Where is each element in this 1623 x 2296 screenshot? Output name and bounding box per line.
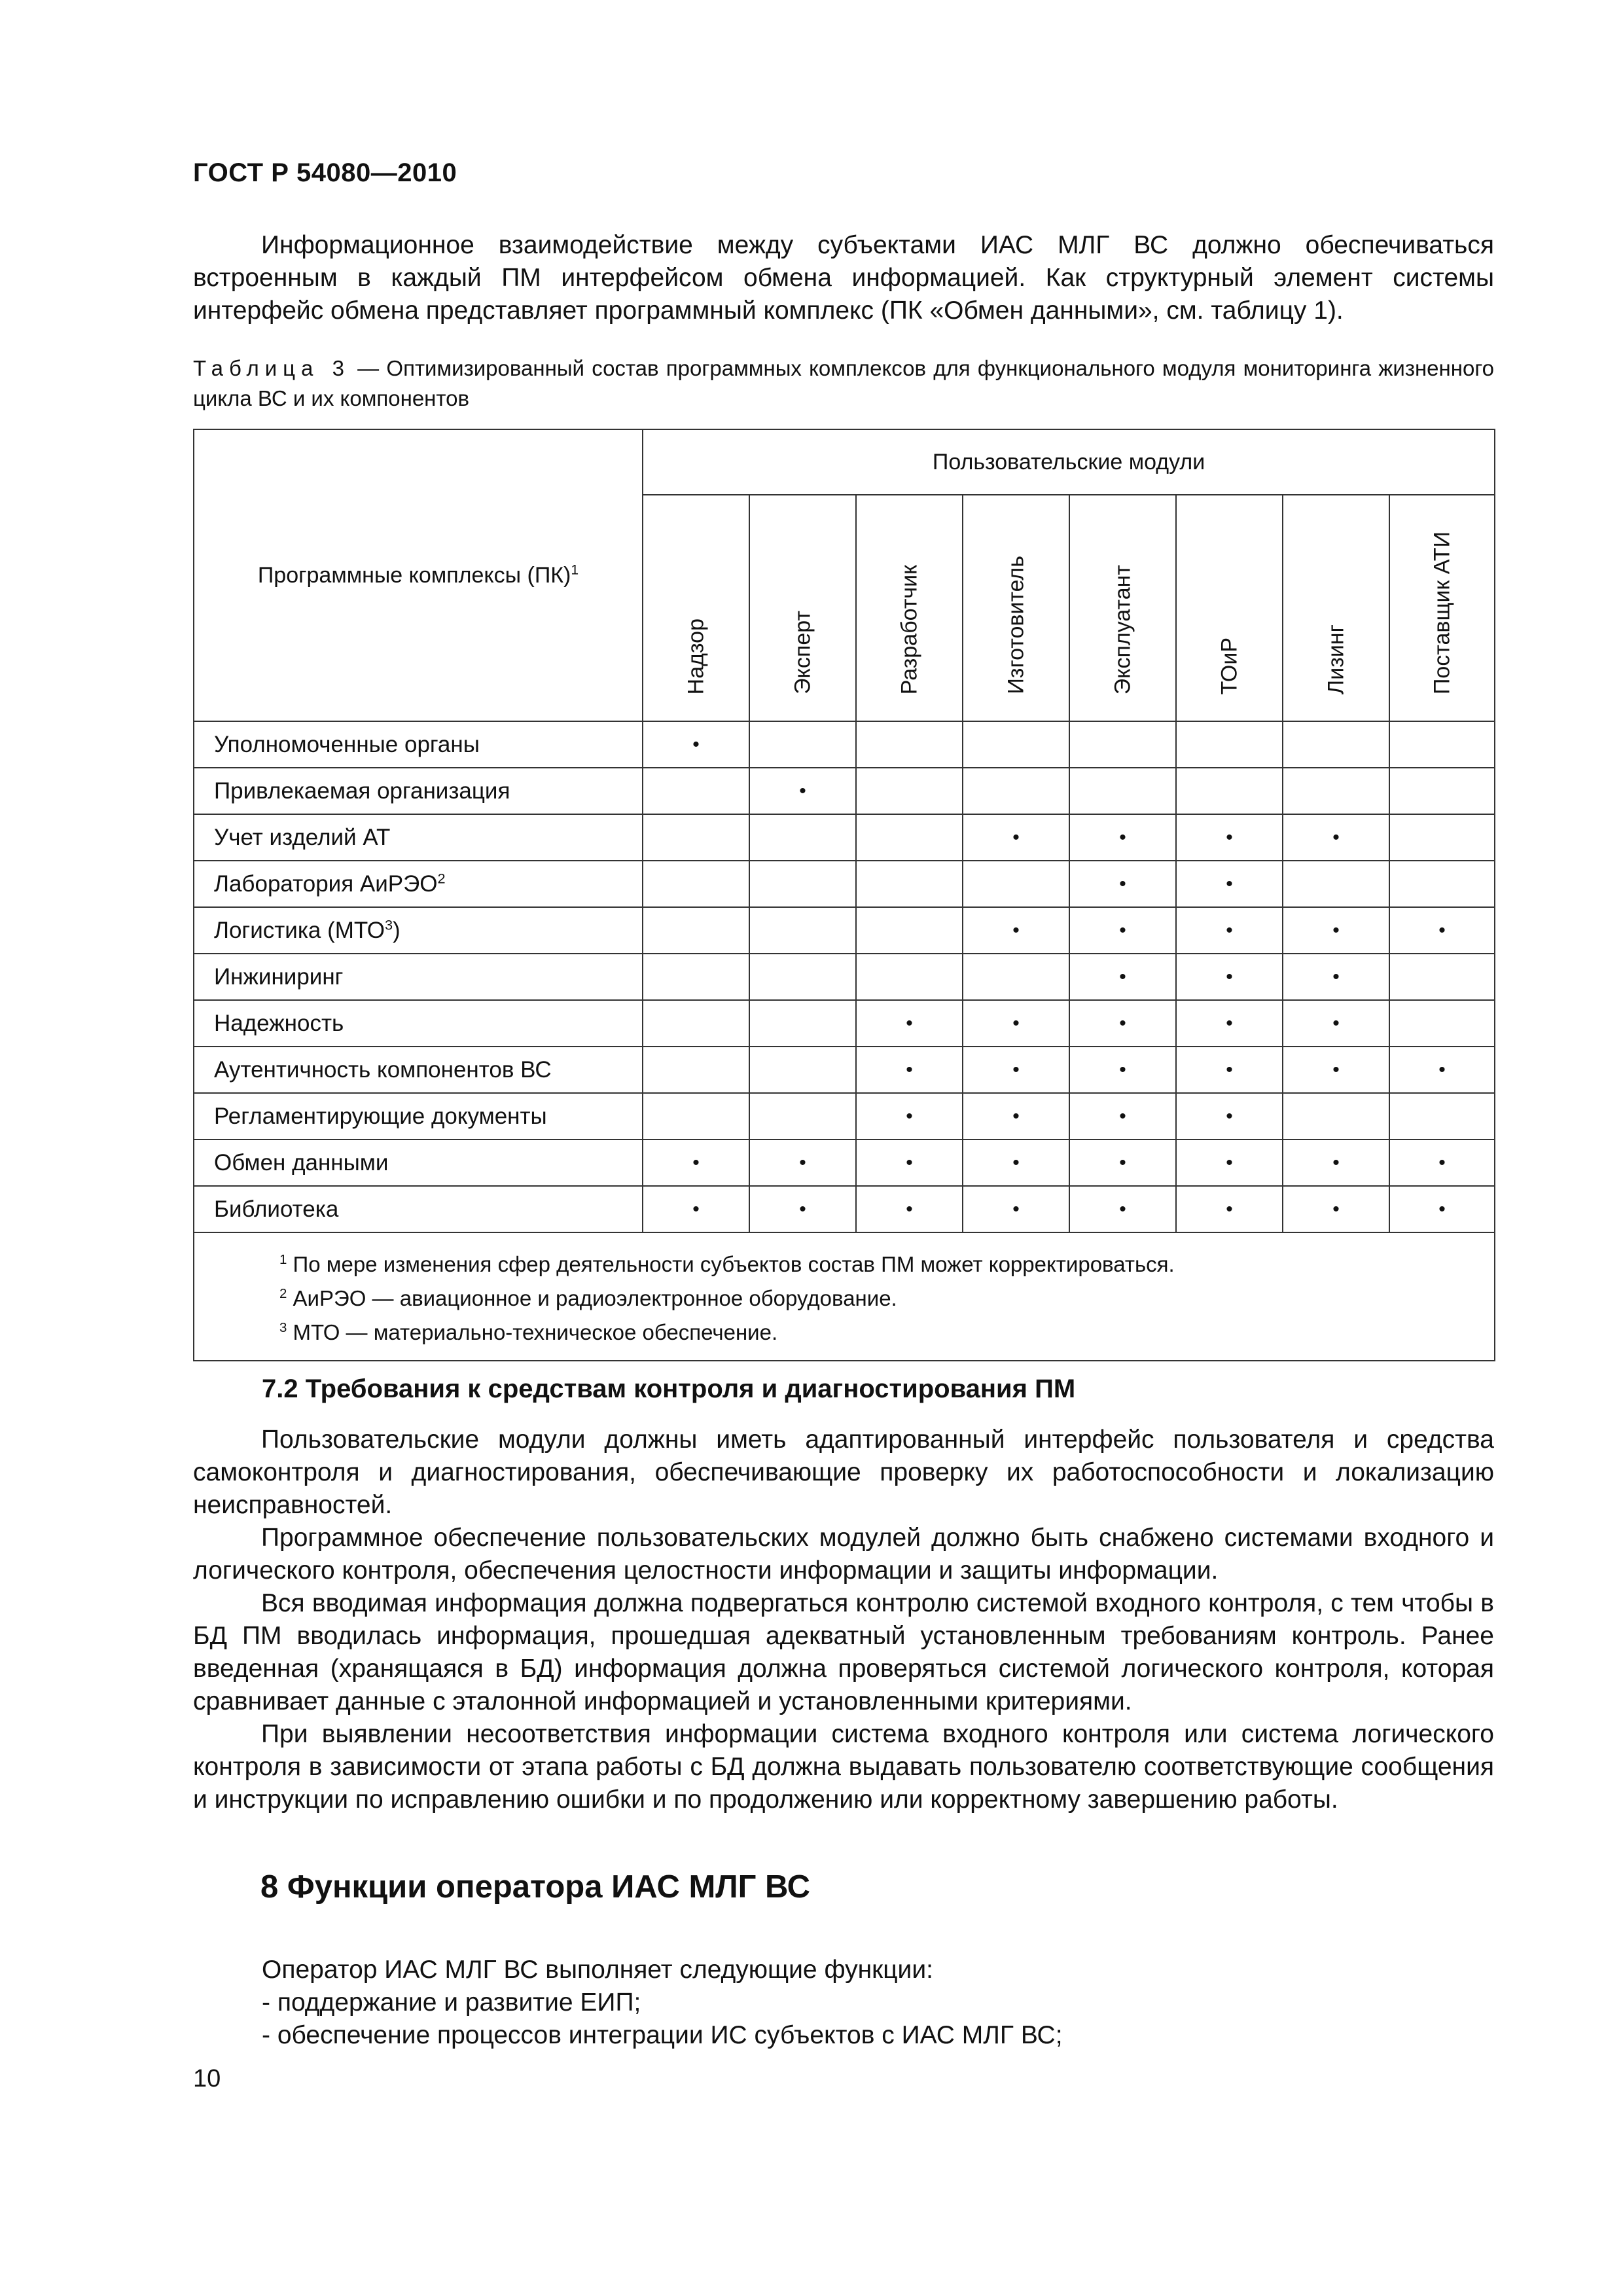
empty-cell [1389, 954, 1495, 1000]
bullet-mark: • [1283, 907, 1389, 954]
bullet-mark: • [1176, 1093, 1283, 1139]
empty-cell [1069, 768, 1176, 814]
row-name: Логистика (МТО$^3$) [194, 907, 643, 954]
empty-cell [749, 1000, 856, 1047]
table-row [194, 1186, 1495, 1232]
bullet-mark: • [643, 1139, 749, 1186]
section-8-item-1: - поддержание и развитие ЕИП; [262, 1988, 641, 2017]
bullet-mark: • [963, 1186, 1069, 1232]
table-row [194, 1047, 1495, 1093]
section-8-title: 8 Функции оператора ИАС МЛГ ВС [260, 1869, 810, 1905]
bullet-mark: • [1176, 1186, 1283, 1232]
empty-cell [749, 954, 856, 1000]
bullet-mark: • [963, 1139, 1069, 1186]
section-8-intro: Оператор ИАС МЛГ ВС выполняет следующие функции: [262, 1956, 933, 1984]
empty-cell [856, 721, 963, 768]
module-column-header: Эксплуатант [1069, 495, 1176, 721]
table-row [194, 814, 1495, 861]
section-7-2-paragraph-1: Пользовательские модули должны иметь адаптированный интерфейс пользователя и средства самоконтроля и диагностирования, обеспечивающие проверку их работоспособности и локализацию неисправностей. [193, 1426, 1494, 1519]
bullet-mark: • [1389, 1139, 1495, 1186]
bullet-mark: • [1283, 954, 1389, 1000]
table-row [194, 721, 1495, 768]
footnote: $^2$ АиРЭО — авиационное и радиоэлектронное оборудование. [279, 1286, 897, 1310]
document-header: ГОСТ Р 54080—2010 [193, 158, 457, 187]
empty-cell [643, 1000, 749, 1047]
module-column-header: Лизинг [1283, 495, 1389, 721]
empty-cell [856, 861, 963, 907]
empty-cell [1389, 768, 1495, 814]
bullet-mark: • [1069, 1047, 1176, 1093]
table-row [194, 954, 1495, 1000]
empty-cell [1389, 861, 1495, 907]
empty-cell [856, 954, 963, 1000]
bullet-mark: • [1283, 814, 1389, 861]
bullet-mark: • [856, 1139, 963, 1186]
bullet-mark: • [1069, 1000, 1176, 1047]
module-column-header: Изготовитель [963, 495, 1069, 721]
empty-cell [643, 814, 749, 861]
table-row [194, 1139, 1495, 1186]
bullet-mark: • [749, 768, 856, 814]
empty-cell [749, 907, 856, 954]
module-column-header: Разработчик [856, 495, 963, 721]
modules-header: Пользовательские модули [643, 429, 1495, 495]
empty-cell [1283, 861, 1389, 907]
bullet-mark: • [856, 1186, 963, 1232]
footnote: $^1$ По мере изменения сфер деятельности субъектов состав ПМ может корректироваться. [279, 1252, 1175, 1276]
section-7-2-title: 7.2 Требования к средствам контроля и диагностирования ПМ [262, 1374, 1076, 1403]
bullet-mark: • [963, 814, 1069, 861]
empty-cell [1069, 721, 1176, 768]
empty-cell [643, 954, 749, 1000]
table-row [194, 768, 1495, 814]
row-name: Библиотека [194, 1186, 643, 1232]
empty-cell [1283, 768, 1389, 814]
empty-cell [643, 1093, 749, 1139]
bullet-mark: • [1069, 1186, 1176, 1232]
bullet-mark: • [1176, 1000, 1283, 1047]
bullet-mark: • [1283, 1000, 1389, 1047]
bullet-mark: • [749, 1186, 856, 1232]
empty-cell [1283, 721, 1389, 768]
bullet-mark: • [1176, 907, 1283, 954]
bullet-mark: • [856, 1000, 963, 1047]
empty-cell [856, 768, 963, 814]
bullet-mark: • [1176, 814, 1283, 861]
empty-cell [856, 907, 963, 954]
bullet-mark: • [1176, 1047, 1283, 1093]
empty-cell [749, 814, 856, 861]
empty-cell [1283, 1093, 1389, 1139]
empty-cell [643, 1047, 749, 1093]
bullet-mark: • [1283, 1139, 1389, 1186]
table-caption [193, 353, 1494, 414]
row-name: Регламентирующие документы [194, 1093, 643, 1139]
empty-cell [963, 861, 1069, 907]
section-7-2-paragraph-2: Программное обеспечение пользовательских модулей должно быть снабжено системами входного и логического контроля, обеспечения целостности информации и защиты информации. [193, 1524, 1494, 1585]
module-column-header: Эксперт [749, 495, 856, 721]
empty-cell [643, 907, 749, 954]
bullet-mark: • [1069, 954, 1176, 1000]
row-name: Надежность [194, 1000, 643, 1047]
empty-cell [963, 768, 1069, 814]
section-7-2-paragraph-3: Вся вводимая информация должна подвергаться контролю системой входного контроля, с тем чтобы в БД ПМ вводилась информация, прошедшая адекватный установленным требованиям контроль. Ранее введенная (хранящаяся в БД) информация должна проверяться системой логического контроля, которая сравнивает данные с эталонной информацией и установленными критериями. [193, 1589, 1494, 1715]
bullet-mark: • [1283, 1186, 1389, 1232]
bullet-mark: • [1389, 1186, 1495, 1232]
empty-cell [1389, 814, 1495, 861]
module-column-header: Надзор [643, 495, 749, 721]
table-row [194, 861, 1495, 907]
table-row [194, 907, 1495, 954]
empty-cell [856, 814, 963, 861]
bullet-mark: • [1176, 1139, 1283, 1186]
bullet-mark: • [1069, 861, 1176, 907]
empty-cell [1176, 768, 1283, 814]
empty-cell [963, 721, 1069, 768]
table-row [194, 1093, 1495, 1139]
module-column-header: Поставщик АТИ [1389, 495, 1495, 721]
empty-cell [749, 1093, 856, 1139]
bullet-mark: • [963, 1047, 1069, 1093]
page-number: 10 [193, 2065, 221, 2092]
empty-cell [643, 861, 749, 907]
bullet-mark: • [1069, 1093, 1176, 1139]
empty-cell [1389, 1000, 1495, 1047]
table-footnotes [194, 1232, 1495, 1361]
row-name: Учет изделий АТ [194, 814, 643, 861]
bullet-mark: • [856, 1047, 963, 1093]
row-name: Аутентичность компонентов ВС [194, 1047, 643, 1093]
empty-cell [1389, 721, 1495, 768]
bullet-mark: • [963, 1000, 1069, 1047]
row-name: Инжиниринг [194, 954, 643, 1000]
bullet-mark: • [1389, 1047, 1495, 1093]
programs-table [193, 429, 1495, 1361]
bullet-mark: • [1069, 1139, 1176, 1186]
empty-cell [749, 1047, 856, 1093]
intro-paragraph: Информационное взаимодействие между субъектами ИАС МЛГ ВС должно обеспечиваться встроенным в каждый ПМ интерфейсом обмена информацией. Как структурный элемент системы интерфейс обмена представляет программный комплекс (ПК «Обмен данными», см. таблицу 1). [193, 231, 1494, 325]
bullet-mark: • [963, 907, 1069, 954]
bullet-mark: • [1069, 907, 1176, 954]
bullet-mark: • [963, 1093, 1069, 1139]
module-column-header: ТОиР [1176, 495, 1283, 721]
bullet-mark: • [1069, 814, 1176, 861]
row-name: Уполномоченные органы [194, 721, 643, 768]
bullet-mark: • [1176, 861, 1283, 907]
bullet-mark: • [1389, 907, 1495, 954]
section-8-item-2: - обеспечение процессов интеграции ИС субъектов с ИАС МЛГ ВС; [262, 2021, 1063, 2049]
bullet-mark: • [1176, 954, 1283, 1000]
empty-cell [749, 721, 856, 768]
bullet-mark: • [1283, 1047, 1389, 1093]
table-caption-text: — Оптимизированный состав программных комплексов для функционального модуля мониторинга жизненного цикла ВС и их компонентов [193, 356, 1494, 410]
bullet-mark: • [643, 721, 749, 768]
row-name: Привлекаемая организация [194, 768, 643, 814]
empty-cell [1389, 1093, 1495, 1139]
table-caption-label: Таблица 3 [193, 356, 350, 380]
pk-column-header: Программные комплексы (ПК)$^1$ [194, 429, 643, 721]
empty-cell [643, 768, 749, 814]
bullet-mark: • [749, 1139, 856, 1186]
footnote: $^3$ МТО — материально-техническое обеспечение. [279, 1320, 778, 1344]
empty-cell [749, 861, 856, 907]
row-name: Обмен данными [194, 1139, 643, 1186]
bullet-mark: • [643, 1186, 749, 1232]
empty-cell [1176, 721, 1283, 768]
section-7-2-paragraph-4: При выявлении несоответствия информации система входного контроля или система логического контроля в зависимости от этапа работы с БД должна выдавать пользователю соответствующие сообщения и инструкции по исправлению ошибки и по продолжению или корректному завершению работы. [193, 1720, 1494, 1814]
bullet-mark: • [856, 1093, 963, 1139]
table-row [194, 1000, 1495, 1047]
row-name: Лаборатория АиРЭО$^2$ [194, 861, 643, 907]
empty-cell [963, 954, 1069, 1000]
